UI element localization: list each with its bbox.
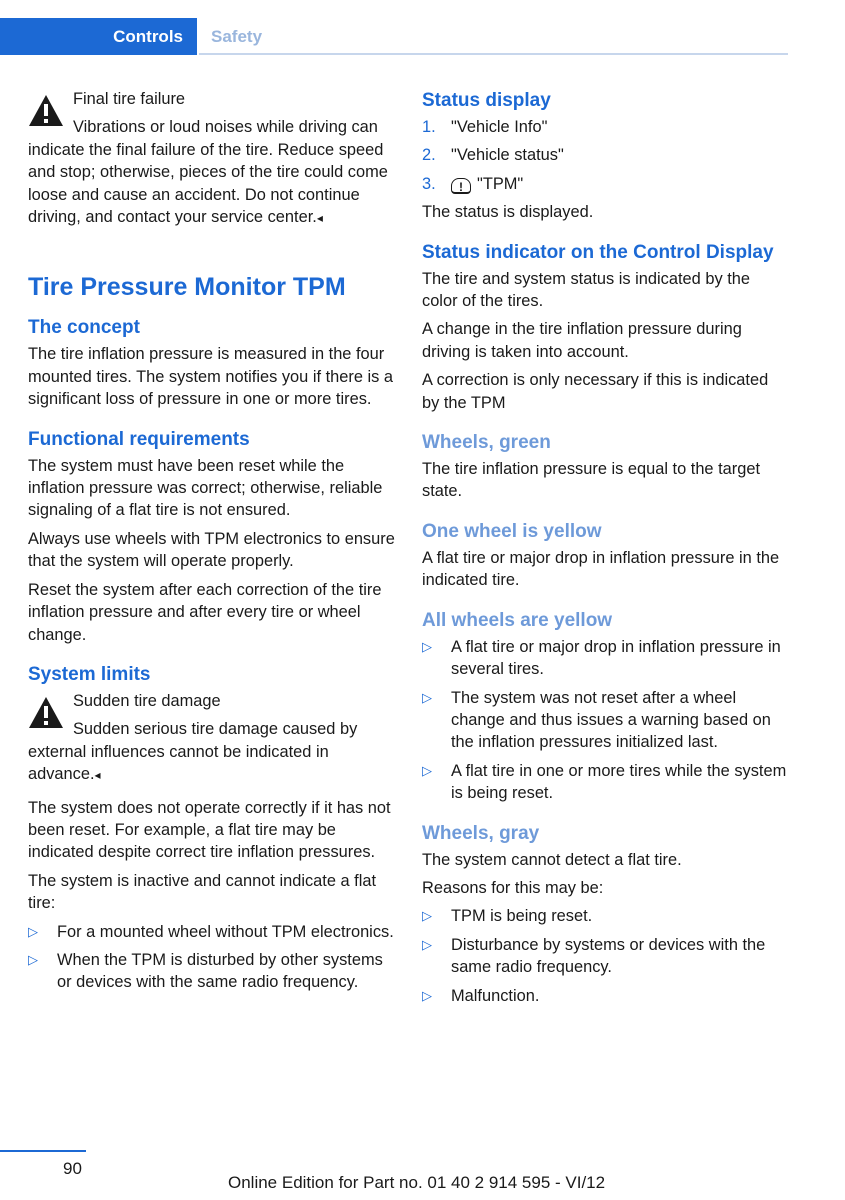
- heading-one-wheel-yellow: One wheel is yellow: [422, 520, 602, 542]
- bullet-triangle-icon: ▷: [422, 689, 432, 705]
- warning-triangle-icon: [28, 94, 64, 127]
- all-yellow-list: [422, 636, 790, 805]
- functional-p1: The system must have been reset while the inflation pressure was correct; otherwise, reliable signaling of a flat tire is not ensured.: [28, 456, 383, 520]
- end-mark: ◂: [316, 211, 323, 226]
- heading-wheels-gray: Wheels, gray: [422, 822, 540, 844]
- warning-title: Final tire failure: [73, 90, 186, 108]
- concept-text: The tire inflation pressure is measured in the four mounted tires. The system notifies you if there is a significant loss of pressure in one or more tires.: [28, 345, 394, 409]
- status-indicator-p2: A change in the tire inflation pressure during driving is taken into account.: [422, 320, 742, 361]
- bullet-triangle-icon: ▷: [422, 638, 432, 654]
- list-item: ▷ A flat tire or major drop in inflation pressure in several tires.: [422, 637, 781, 679]
- list-item: ▷ The system was not reset after a wheel change and thus issues a warning based on the inflation pressures initialized last.: [422, 688, 771, 752]
- page-number-rule: [0, 1150, 86, 1152]
- footer-edition: Online Edition for Part no. 01 40 2 914 595 - VI/12: [228, 1173, 606, 1192]
- wheels-gray-p1: The system cannot detect a flat tire.: [422, 850, 682, 869]
- functional-p3: Reset the system after each correction of the tire inflation pressure and after every tire or wheel change.: [28, 580, 382, 644]
- status-display-after: The status is displayed.: [422, 203, 594, 222]
- section-title: Tire Pressure Monitor TPM: [28, 273, 346, 302]
- heading-status-indicator: Status indicator on the Control Display: [422, 241, 774, 263]
- warning-triangle-icon: [28, 696, 64, 729]
- heading-functional-requirements: Functional requirements: [28, 428, 250, 450]
- warning-body: Vibrations or loud noises while driving can indicate the final failure of the tire. Reduce speed and stop; otherwise, pieces of the tire could come loose and cause an accident. Do not continue driving, and contact your service center.◂: [28, 118, 388, 227]
- end-mark: ◂: [94, 768, 101, 783]
- bullet-triangle-icon: ▷: [422, 762, 432, 778]
- functional-p2: Always use wheels with TPM electronics to ensure that the system will operate properly.: [28, 529, 395, 571]
- right-column: [422, 88, 790, 1013]
- gray-list: [422, 905, 790, 1007]
- list-item: ▷ When the TPM is disturbed by other systems or devices with the same radio frequency.: [28, 950, 383, 992]
- warning-sudden-tire-damage: [28, 690, 395, 787]
- status-indicator-p1: The tire and system status is indicated by the color of the tires.: [422, 269, 750, 311]
- list-item: 3. ! "TPM": [422, 174, 524, 194]
- limits-p1: The system does not operate correctly if it has not been reset. For example, a flat tire may be indicated despite correct tire inflation pressures.: [28, 798, 391, 862]
- bullet-triangle-icon: ▷: [28, 951, 38, 967]
- list-item: ▷ For a mounted wheel without TPM electronics.: [28, 921, 395, 943]
- limits-list: [28, 921, 395, 994]
- heading-all-wheels-yellow: All wheels are yellow: [422, 609, 613, 631]
- tab-controls[interactable]: Controls: [0, 18, 197, 55]
- heading-concept: The concept: [28, 317, 140, 339]
- warning-body: Sudden serious tire damage caused by external influences cannot be indicated in advance.◂: [28, 720, 358, 784]
- heading-status-display: Status display: [422, 90, 551, 111]
- status-display-steps: [422, 116, 790, 195]
- tab-safety[interactable]: Safety: [199, 18, 788, 55]
- warning-title: Sudden tire damage: [73, 691, 221, 710]
- warning-final-tire-failure: [28, 88, 395, 229]
- list-item: ▷ A flat tire in one or more tires while the system is being reset.: [422, 761, 787, 803]
- one-wheel-yellow-text: A flat tire or major drop in inflation pressure in the indicated tire.: [422, 548, 780, 590]
- heading-system-limits: System limits: [28, 663, 151, 685]
- list-item: ▷ Disturbance by systems or devices with the same radio frequency.: [422, 935, 766, 977]
- heading-wheels-green: Wheels, green: [422, 432, 551, 454]
- bullet-triangle-icon: ▷: [28, 923, 38, 939]
- list-item: ▷ TPM is being reset.: [422, 905, 790, 927]
- wheels-gray-p2: Reasons for this may be:: [422, 878, 604, 897]
- list-item: 1. "Vehicle Info": [422, 118, 548, 136]
- limits-p2: The system is inactive and cannot indicate a flat tire:: [28, 871, 377, 913]
- bullet-triangle-icon: ▷: [422, 908, 432, 924]
- bullet-triangle-icon: ▷: [422, 987, 432, 1003]
- tpm-warning-icon: !: [451, 178, 471, 194]
- wheels-green-text: The tire inflation pressure is equal to the target state.: [422, 460, 761, 501]
- page-number: 90: [63, 1159, 82, 1178]
- list-item: ▷ Malfunction.: [422, 985, 790, 1007]
- header-bar: [0, 18, 788, 55]
- list-item: 2. "Vehicle status": [422, 146, 564, 165]
- status-indicator-p3: A correction is only necessary if this is indicated by the TPM: [422, 371, 769, 412]
- left-column: [28, 88, 395, 1000]
- bullet-triangle-icon: ▷: [422, 936, 432, 952]
